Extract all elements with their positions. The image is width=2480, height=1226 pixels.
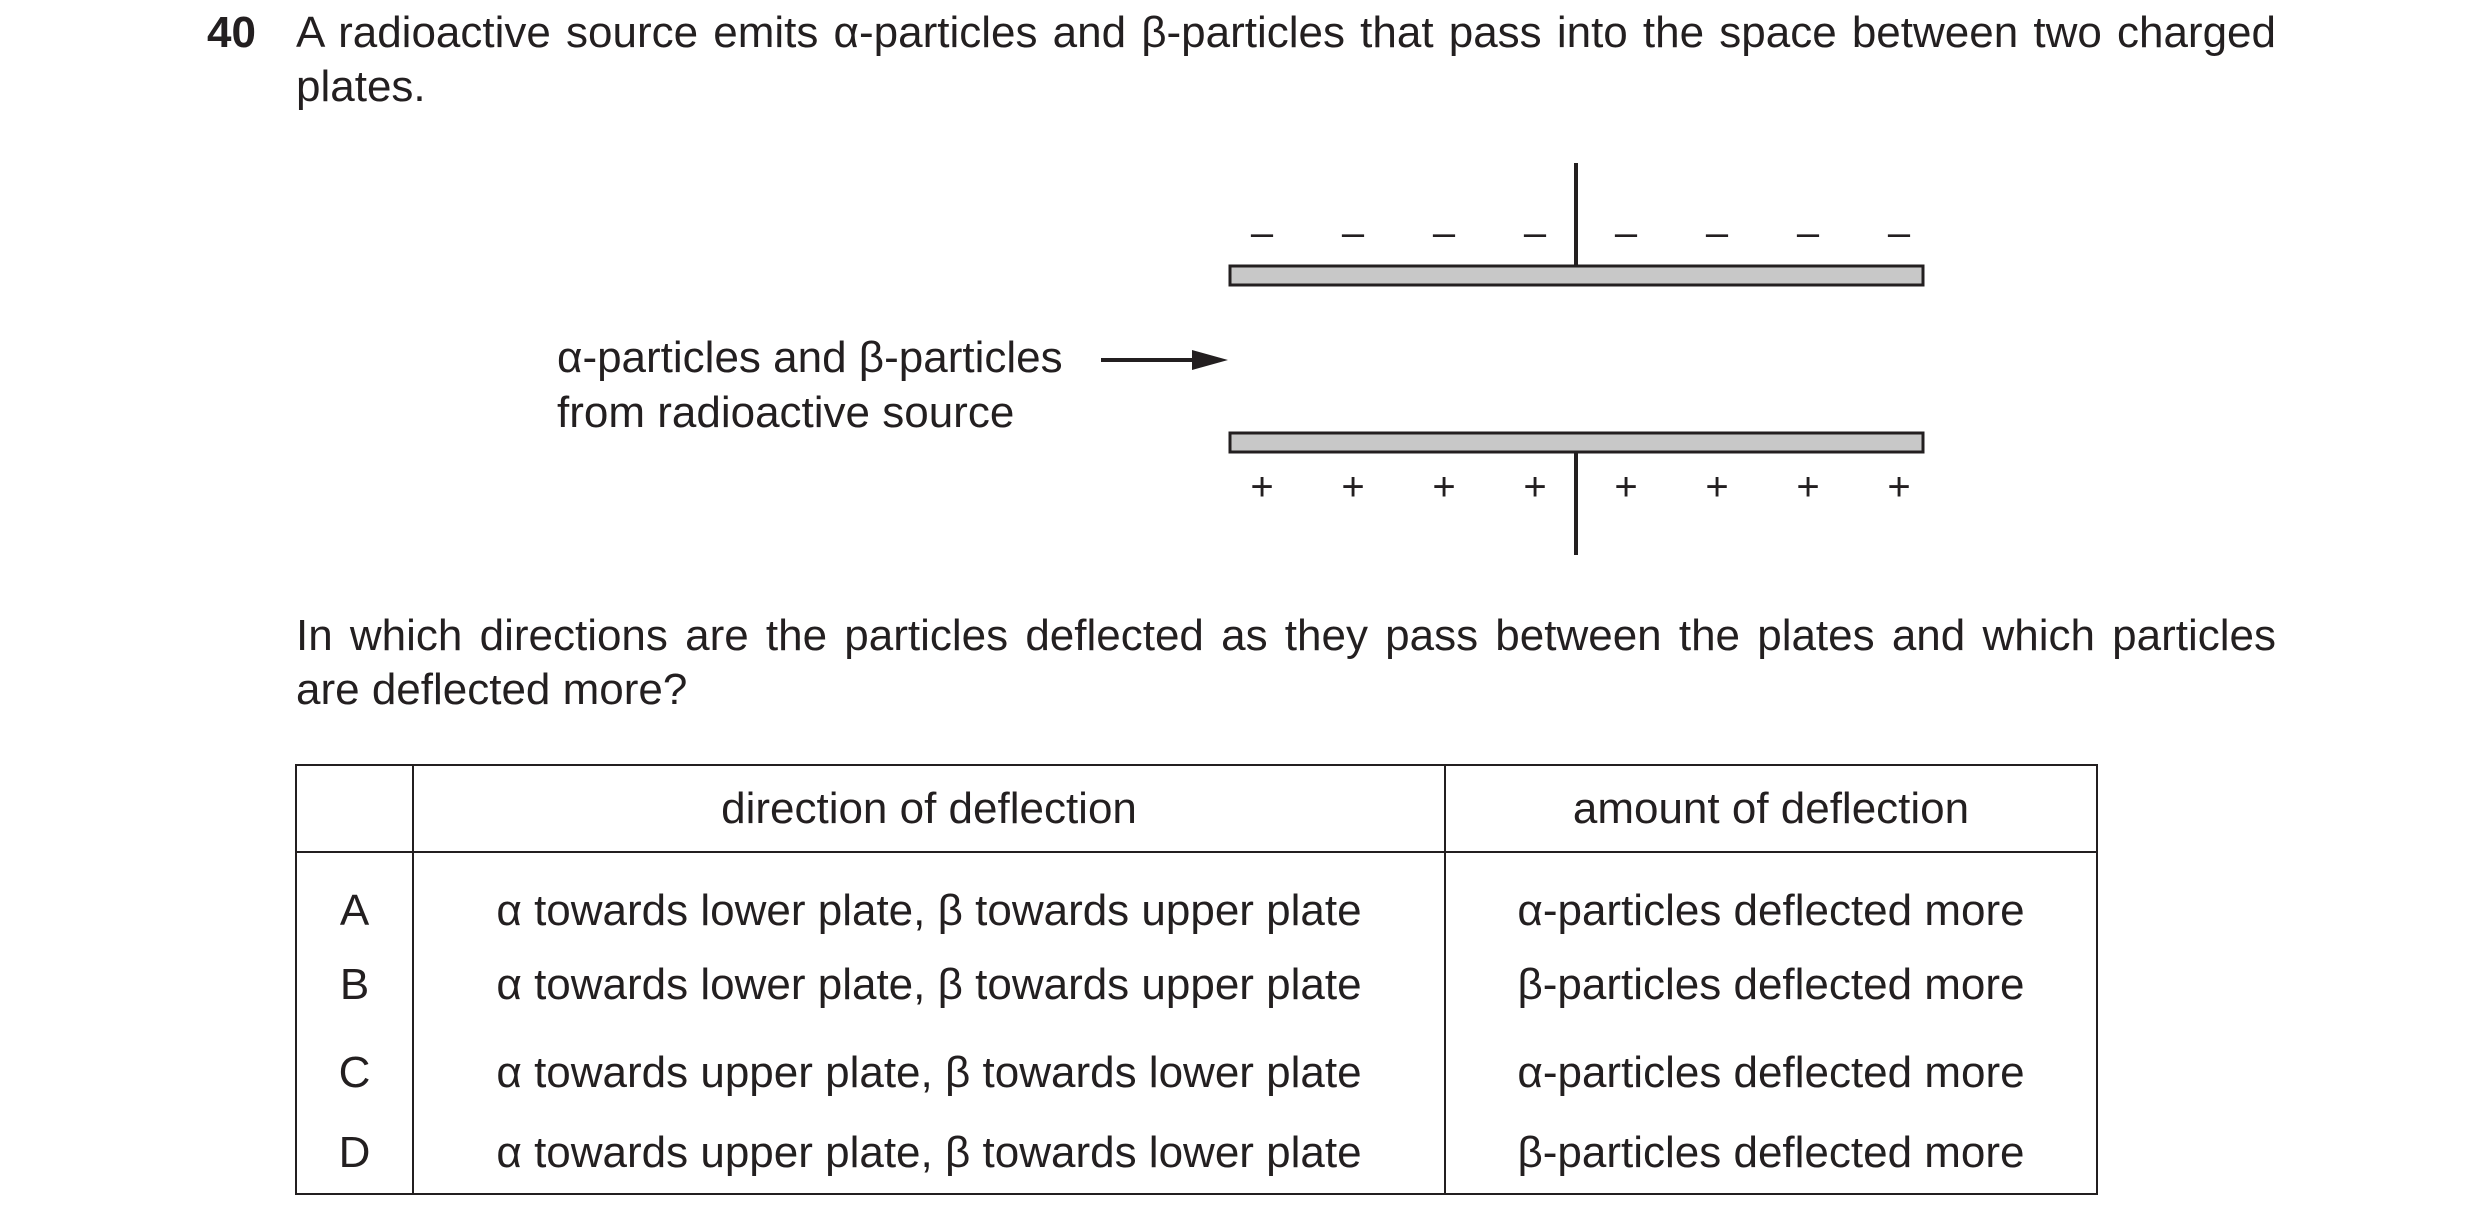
answer-table (295, 764, 2098, 1195)
upper-plate (1230, 266, 1923, 285)
source-label (557, 330, 1063, 440)
positive-charge-sign: + (1250, 465, 1274, 509)
option-key: B (296, 941, 413, 1029)
question-text: A radioactive source emits α-particles and β-particles that pass into the space between two charged plates. (296, 8, 2276, 111)
option-direction: α towards upper plate, β towards lower plate (413, 1117, 1445, 1194)
question-prompt: In which directions are the particles deflected as they pass between the plates and which particles are deflected more? (296, 611, 2276, 714)
arrow-head-icon (1192, 350, 1228, 370)
option-amount: β-particles deflected more (1445, 941, 2097, 1029)
option-amount: α-particles deflected more (1445, 1029, 2097, 1117)
option-amount: α-particles deflected more (1445, 852, 2097, 941)
negative-charge-sign: – (1796, 211, 1820, 255)
source-label-line2: from radioactive source (557, 388, 1015, 437)
lower-plate (1230, 433, 1923, 452)
positive-charge-sign: + (1705, 465, 1729, 509)
negative-charge-sign: – (1614, 211, 1638, 255)
negative-charge-sign: – (1887, 211, 1911, 255)
option-direction: α towards upper plate, β towards lower plate (413, 1029, 1445, 1117)
lower-plate-charges (1250, 465, 1910, 509)
negative-charge-sign: – (1341, 211, 1365, 255)
upper-plate-charges (1251, 211, 1911, 255)
option-key: C (296, 1029, 413, 1117)
header-key (296, 765, 413, 852)
source-label-line1: α-particles and β-particles (557, 333, 1063, 382)
question-number: 40 (207, 8, 256, 57)
option-row-a[interactable] (296, 852, 2097, 941)
option-direction: α towards lower plate, β towards upper plate (413, 852, 1445, 941)
option-key: D (296, 1117, 413, 1194)
option-row-b[interactable] (296, 941, 2097, 1029)
table-header-row (296, 765, 2097, 852)
negative-charge-sign: – (1250, 211, 1274, 255)
option-amount: β-particles deflected more (1445, 1117, 2097, 1194)
positive-charge-sign: + (1341, 465, 1365, 509)
header-amount: amount of deflection (1445, 765, 2097, 852)
positive-charge-sign: + (1796, 465, 1820, 509)
option-direction: α towards lower plate, β towards upper plate (413, 941, 1445, 1029)
option-row-d[interactable] (296, 1117, 2097, 1194)
option-row-c[interactable] (296, 1029, 2097, 1117)
header-direction: direction of deflection (413, 765, 1445, 852)
negative-charge-sign: – (1705, 211, 1729, 255)
positive-charge-sign: + (1614, 465, 1638, 509)
positive-charge-sign: + (1432, 465, 1456, 509)
negative-charge-sign: – (1432, 211, 1456, 255)
positive-charge-sign: + (1523, 465, 1547, 509)
positive-charge-sign: + (1887, 465, 1911, 509)
negative-charge-sign: – (1523, 211, 1547, 255)
option-key: A (296, 852, 413, 941)
